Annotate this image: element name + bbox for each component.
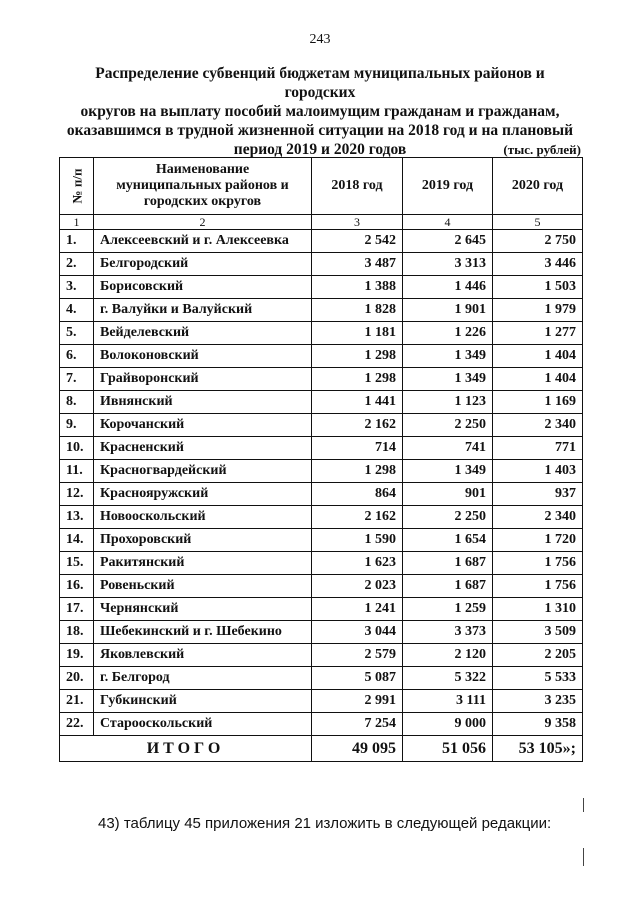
value-2020: 1 720 — [493, 529, 583, 552]
district-name: Прохоровский — [94, 529, 312, 552]
row-number: 16. — [60, 575, 94, 598]
value-2019: 3 111 — [403, 690, 493, 713]
column-index: 4 — [403, 215, 493, 230]
row-number: 15. — [60, 552, 94, 575]
table-row — [60, 322, 583, 345]
row-number: 2. — [60, 253, 94, 276]
district-name: Грайворонский — [94, 368, 312, 391]
value-2019: 3 313 — [403, 253, 493, 276]
value-2020: 1 403 — [493, 460, 583, 483]
value-2019: 1 349 — [403, 368, 493, 391]
table-row — [60, 345, 583, 368]
value-2018: 2 579 — [312, 644, 403, 667]
district-name: Яковлевский — [94, 644, 312, 667]
value-2019: 2 250 — [403, 414, 493, 437]
district-name: Корочанский — [94, 414, 312, 437]
row-number: 18. — [60, 621, 94, 644]
value-2020: 1 277 — [493, 322, 583, 345]
row-number: 3. — [60, 276, 94, 299]
value-2019: 1 901 — [403, 299, 493, 322]
value-2019: 1 349 — [403, 345, 493, 368]
value-2018: 714 — [312, 437, 403, 460]
units-label: (тыс. рублей) — [503, 142, 581, 157]
district-name: Шебекинский и г. Шебекино — [94, 621, 312, 644]
value-2020: 1 756 — [493, 575, 583, 598]
value-2020: 3 235 — [493, 690, 583, 713]
page-number: 243 — [309, 32, 331, 47]
value-2018: 5 087 — [312, 667, 403, 690]
row-number: 19. — [60, 644, 94, 667]
table-row — [60, 506, 583, 529]
title-line: округов на выплату пособий малоимущим гражданам и гражданам, — [80, 103, 560, 120]
value-2019: 741 — [403, 437, 493, 460]
district-name: Вейделевский — [94, 322, 312, 345]
row-number: 4. — [60, 299, 94, 322]
title-line: период 2019 и 2020 годов — [233, 141, 407, 158]
total-2020: 53 105»; — [493, 736, 583, 762]
district-name: Чернянский — [94, 598, 312, 621]
header-num-label: № п/п — [69, 168, 85, 203]
district-name: Губкинский — [94, 690, 312, 713]
table-row — [60, 713, 583, 736]
value-2020: 1 979 — [493, 299, 583, 322]
district-name: Красногвардейский — [94, 460, 312, 483]
row-number: 6. — [60, 345, 94, 368]
document-title — [60, 64, 580, 159]
value-2020: 2 340 — [493, 414, 583, 437]
district-name: Красненский — [94, 437, 312, 460]
district-name: Старооскольский — [94, 713, 312, 736]
value-2020: 1 756 — [493, 552, 583, 575]
value-2018: 1 590 — [312, 529, 403, 552]
header-name-line: муниципальных районов и — [116, 178, 289, 193]
table-row — [60, 529, 583, 552]
district-name: Белгородский — [94, 253, 312, 276]
district-name: Краснояружский — [94, 483, 312, 506]
table-row — [60, 598, 583, 621]
value-2020: 2 750 — [493, 230, 583, 253]
value-2019: 1 446 — [403, 276, 493, 299]
table-header-row — [60, 158, 583, 215]
row-number: 17. — [60, 598, 94, 621]
row-number: 8. — [60, 391, 94, 414]
value-2020: 1 503 — [493, 276, 583, 299]
title-line: оказавшимся в трудной жизненной ситуации на 2018 год и на плановый — [66, 122, 574, 139]
row-number: 1. — [60, 230, 94, 253]
table-row — [60, 552, 583, 575]
table-row — [60, 483, 583, 506]
value-2019: 2 250 — [403, 506, 493, 529]
value-2018: 2 023 — [312, 575, 403, 598]
value-2018: 1 298 — [312, 345, 403, 368]
value-2020: 3 446 — [493, 253, 583, 276]
value-2019: 1 349 — [403, 460, 493, 483]
row-number: 12. — [60, 483, 94, 506]
column-index-row — [60, 215, 583, 230]
column-index: 1 — [60, 215, 94, 230]
district-name: г. Белгород — [94, 667, 312, 690]
value-2019: 5 322 — [403, 667, 493, 690]
header-name — [94, 158, 312, 215]
value-2020: 1 310 — [493, 598, 583, 621]
value-2020: 5 533 — [493, 667, 583, 690]
table-row — [60, 460, 583, 483]
value-2019: 9 000 — [403, 713, 493, 736]
district-name: Ракитянский — [94, 552, 312, 575]
row-number: 22. — [60, 713, 94, 736]
value-2020: 937 — [493, 483, 583, 506]
margin-mark — [583, 848, 584, 866]
value-2018: 1 623 — [312, 552, 403, 575]
value-2018: 1 298 — [312, 368, 403, 391]
value-2019: 2 645 — [403, 230, 493, 253]
value-2019: 1 123 — [403, 391, 493, 414]
value-2018: 1 828 — [312, 299, 403, 322]
value-2020: 1 404 — [493, 345, 583, 368]
value-2018: 1 241 — [312, 598, 403, 621]
table-row — [60, 621, 583, 644]
table-row — [60, 299, 583, 322]
value-2019: 901 — [403, 483, 493, 506]
value-2018: 1 298 — [312, 460, 403, 483]
value-2018: 2 991 — [312, 690, 403, 713]
value-2020: 3 509 — [493, 621, 583, 644]
district-name: Алексеевский и г. Алексеевка — [94, 230, 312, 253]
value-2020: 2 205 — [493, 644, 583, 667]
header-name-line: городских округов — [143, 194, 262, 209]
table-row — [60, 276, 583, 299]
column-index: 5 — [493, 215, 583, 230]
value-2019: 1 687 — [403, 552, 493, 575]
value-2018: 2 542 — [312, 230, 403, 253]
row-number: 9. — [60, 414, 94, 437]
total-row — [60, 736, 583, 762]
row-number: 5. — [60, 322, 94, 345]
district-name: г. Валуйки и Валуйский — [94, 299, 312, 322]
value-2018: 864 — [312, 483, 403, 506]
table-row — [60, 368, 583, 391]
value-2018: 2 162 — [312, 414, 403, 437]
value-2020: 771 — [493, 437, 583, 460]
value-2018: 2 162 — [312, 506, 403, 529]
value-2020: 1 169 — [493, 391, 583, 414]
column-index: 3 — [312, 215, 403, 230]
table-row — [60, 253, 583, 276]
district-name: Ивнянский — [94, 391, 312, 414]
title-line: Распределение субвенций бюджетам муниципальных районов и городских — [95, 65, 545, 101]
value-2019: 1 687 — [403, 575, 493, 598]
value-2018: 7 254 — [312, 713, 403, 736]
header-2020: 2020 год — [493, 158, 583, 215]
total-2018: 49 095 — [312, 736, 403, 762]
value-2019: 1 259 — [403, 598, 493, 621]
row-number: 10. — [60, 437, 94, 460]
table-row — [60, 230, 583, 253]
table-row — [60, 575, 583, 598]
value-2018: 1 181 — [312, 322, 403, 345]
district-name: Новооскольский — [94, 506, 312, 529]
value-2018: 1 388 — [312, 276, 403, 299]
value-2020: 9 358 — [493, 713, 583, 736]
value-2019: 3 373 — [403, 621, 493, 644]
value-2020: 2 340 — [493, 506, 583, 529]
row-number: 11. — [60, 460, 94, 483]
value-2019: 1 654 — [403, 529, 493, 552]
district-name: Борисовский — [94, 276, 312, 299]
table-row — [60, 667, 583, 690]
header-name-line: Наименование — [155, 162, 250, 177]
header-num — [60, 158, 94, 215]
column-index: 2 — [94, 215, 312, 230]
district-name: Волоконовский — [94, 345, 312, 368]
header-2018: 2018 год — [312, 158, 403, 215]
value-2018: 3 044 — [312, 621, 403, 644]
table-row — [60, 690, 583, 713]
table-row — [60, 391, 583, 414]
total-label: ИТОГО — [60, 736, 312, 762]
table-row — [60, 414, 583, 437]
row-number: 13. — [60, 506, 94, 529]
header-2019: 2019 год — [403, 158, 493, 215]
value-2020: 1 404 — [493, 368, 583, 391]
subsidy-table — [59, 157, 583, 762]
row-number: 21. — [60, 690, 94, 713]
row-number: 14. — [60, 529, 94, 552]
row-number: 20. — [60, 667, 94, 690]
margin-mark — [583, 798, 584, 812]
table-row — [60, 644, 583, 667]
district-name: Ровеньский — [94, 575, 312, 598]
amendment-note: 43) таблицу 45 приложения 21 изложить в следующей редакции: — [98, 815, 552, 832]
value-2018: 1 441 — [312, 391, 403, 414]
total-2019: 51 056 — [403, 736, 493, 762]
value-2019: 2 120 — [403, 644, 493, 667]
value-2019: 1 226 — [403, 322, 493, 345]
value-2018: 3 487 — [312, 253, 403, 276]
table-row — [60, 437, 583, 460]
row-number: 7. — [60, 368, 94, 391]
